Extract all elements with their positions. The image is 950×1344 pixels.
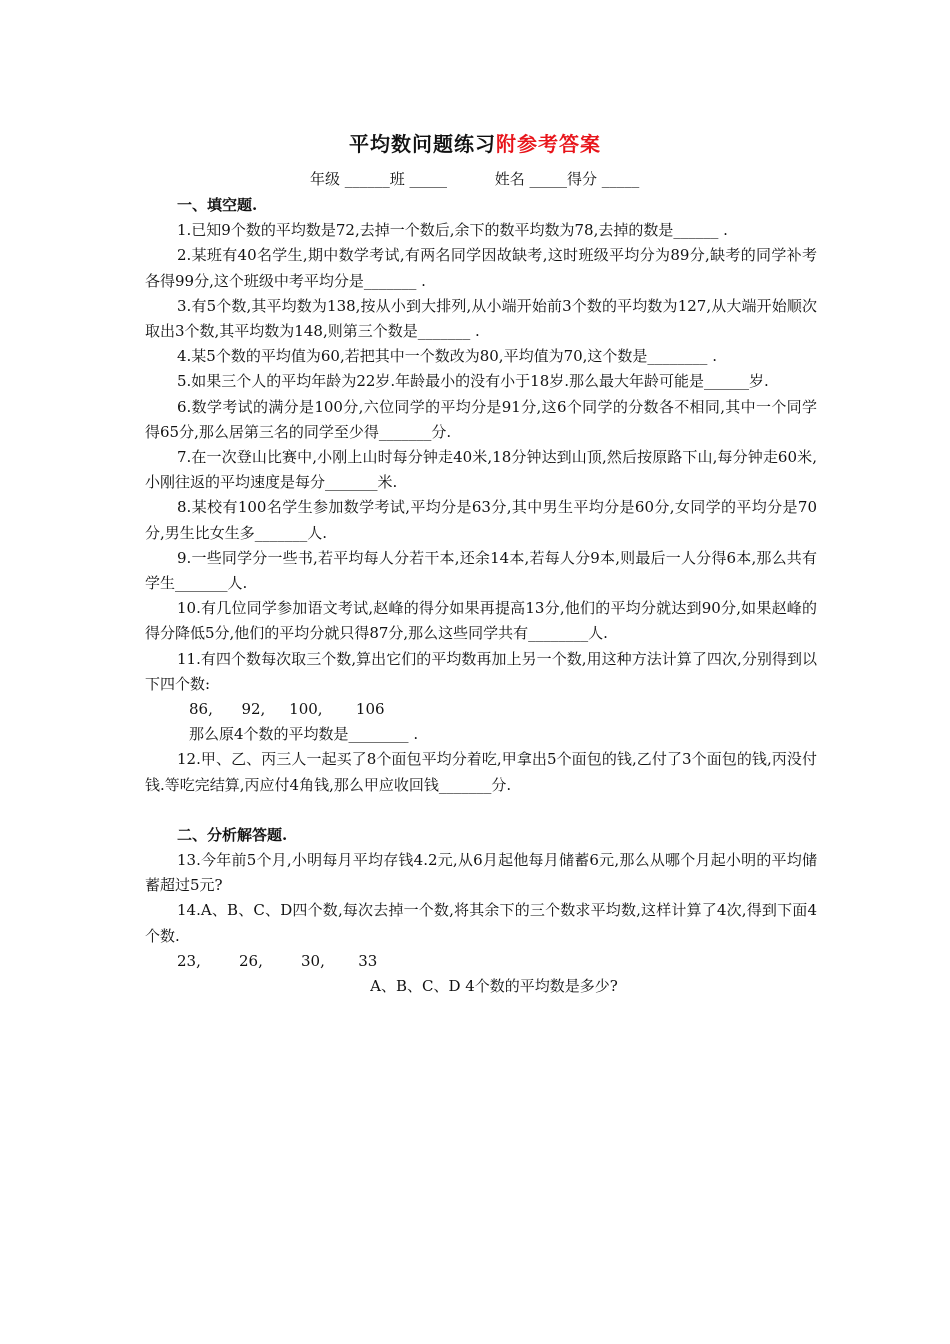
question-8: 8.某校有100名学生参加数学考试,平均分是63分,其中男生平均分是60分,女同学的平均分是70分,男生比女生多_______人.: [145, 498, 817, 542]
question-14-prompt: A、B、C、D 4个数的平均数是多少?: [370, 977, 618, 996]
question-13: 13.今年前5个月,小明每月平均存钱4.2元,从6月起他每月储蓄6元,那么从哪个月起小明的平均储蓄超过5元?: [145, 851, 817, 895]
section-heading-analysis: 二、分析解答题.: [177, 825, 288, 844]
worksheet-content: [145, 193, 817, 999]
question-11-numbers: 86, 92, 100, 106: [189, 700, 385, 719]
question-12: 12.甲、乙、丙三人一起买了8个面包平均分着吃,甲拿出5个面包的钱,乙付了3个面包的钱,丙没付钱.等吃完结算,丙应付4角钱,那么甲应收回钱_______分.: [145, 750, 817, 794]
question-7: 7.在一次登山比赛中,小刚上山时每分钟走40米,18分钟达到山顶,然后按原路下山,每分钟走60米,小刚往返的平均速度是每分_______米.: [145, 448, 817, 492]
question-9: 9.一些同学分一些书,若平均每人分若干本,还余14本,若每人分9本,则最后一人分得6本,那么共有学生_______人.: [145, 548, 817, 593]
page-title: [0, 128, 950, 157]
question-10: 10.有几位同学参加语文考试,赵峰的得分如果再提高13分,他们的平均分就达到90分,如果赵峰的得分降低5分,他们的平均分就只得87分,那么这些同学共有________人.: [145, 599, 817, 643]
question-4: 4.某5个数的平均值为60,若把其中一个数改为80,平均值为70,这个数是________ .: [177, 347, 717, 366]
section-heading-fill-in: 一、填空题.: [177, 196, 258, 214]
question-14: 14.A、B、C、D四个数,每次去掉一个数,将其余下的三个数求平均数,这样计算了4次,得到下面4个数.: [145, 901, 817, 945]
student-info-line: 年级 ______班 _____ 姓名 _____得分 _____: [310, 170, 640, 188]
question-5: 5.如果三个人的平均年龄为22岁.年龄最小的没有小于18岁.那么最大年龄可能是______岁.: [177, 372, 769, 391]
question-1: 1.已知9个数的平均数是72,去掉一个数后,余下的数平均数为78,去掉的数是______ .: [177, 221, 728, 240]
question-11: 11.有四个数每次取三个数,算出它们的平均数再加上另一个数,用这种方法计算了四次,分别得到以下四个数:: [145, 649, 817, 693]
title-highlight: 附参考答案: [496, 132, 601, 156]
question-2: 2.某班有40名学生,期中数学考试,有两名同学因故缺考,这时班级平均分为89分,缺考的同学补考各得99分,这个班级中考平均分是_______ .: [145, 246, 817, 290]
question-14-numbers: 23, 26, 30, 33: [177, 951, 378, 970]
question-3: 3.有5个数,其平均数为138,按从小到大排列,从小端开始前3个数的平均数为127,从大端开始顺次取出3个数,其平均数为148,则第三个数是_______ .: [145, 296, 817, 341]
question-6: 6.数学考试的满分是100分,六位同学的平均分是91分,这6个同学的分数各不相同,其中一个同学得65分,那么居第三名的同学至少得_______分.: [145, 397, 817, 441]
title-main: 平均数问题练习: [349, 132, 496, 156]
question-11-answer: 那么原4个数的平均数是________ .: [189, 725, 419, 744]
